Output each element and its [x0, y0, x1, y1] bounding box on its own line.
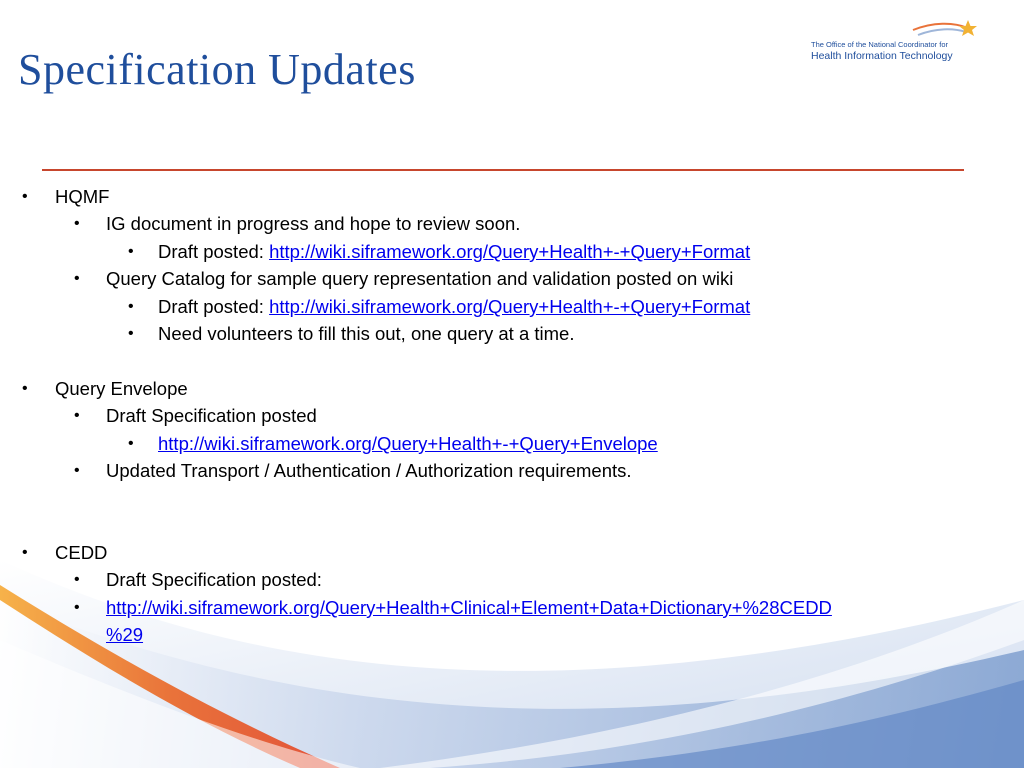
bullet-marker: •: [74, 599, 80, 616]
bullet-marker: •: [74, 407, 80, 424]
hqmf-ig-item: IG document in progress and hope to review soon.: [106, 213, 521, 234]
envelope-draft-item: Draft Specification posted: [106, 405, 317, 426]
bullet-marker: •: [74, 270, 80, 287]
heading-query-envelope: Query Envelope: [55, 378, 188, 399]
bullet-marker: •: [22, 380, 28, 397]
heading-cedd: CEDD: [55, 542, 108, 563]
onc-logo: [808, 18, 978, 66]
bullet-marker: •: [128, 325, 134, 342]
bullet-marker: •: [128, 435, 134, 452]
query-envelope-link[interactable]: http://wiki.siframework.org/Query+Health+-+Query+Envelope: [158, 433, 658, 454]
bullet-marker: •: [74, 462, 80, 479]
cedd-link-line1[interactable]: http://wiki.siframework.org/Query+Health+Clinical+Element+Data+Dictionary+%28CEDD: [106, 597, 832, 618]
envelope-updated-item: Updated Transport / Authentication / Authorization requirements.: [106, 460, 632, 481]
heading-hqmf: HQMF: [55, 186, 110, 207]
bullet-marker: •: [74, 215, 80, 232]
bullet-marker: •: [74, 571, 80, 588]
catalog-query-format-link[interactable]: http://wiki.siframework.org/Query+Health+-+Query+Format: [269, 296, 751, 317]
bullet-marker: •: [128, 243, 134, 260]
slide-title: Specification Updates: [18, 45, 416, 94]
draft-prefix: Draft posted:: [158, 296, 270, 317]
bullet-marker: •: [22, 544, 28, 561]
hqmf-query-format-link[interactable]: http://wiki.siframework.org/Query+Health+-+Query+Format: [269, 241, 751, 262]
bullet-marker: •: [22, 188, 28, 205]
hqmf-catalog-item: Query Catalog for sample query representation and validation posted on wiki: [106, 268, 734, 289]
hqmf-ig-draft-item: [158, 240, 750, 264]
hqmf-catalog-draft-item: [158, 295, 750, 319]
hqmf-volunteers-item: Need volunteers to fill this out, one query at a time.: [158, 323, 575, 344]
draft-prefix: Draft posted:: [158, 241, 270, 262]
cedd-draft-item: Draft Specification posted:: [106, 569, 322, 590]
logo-line2: Health Information Technology: [811, 50, 953, 62]
cedd-link-line2[interactable]: %29: [106, 624, 144, 645]
logo-line1: The Office of the National Coordinator for: [811, 40, 949, 49]
bullet-marker: •: [128, 298, 134, 315]
title-divider: [42, 169, 964, 171]
